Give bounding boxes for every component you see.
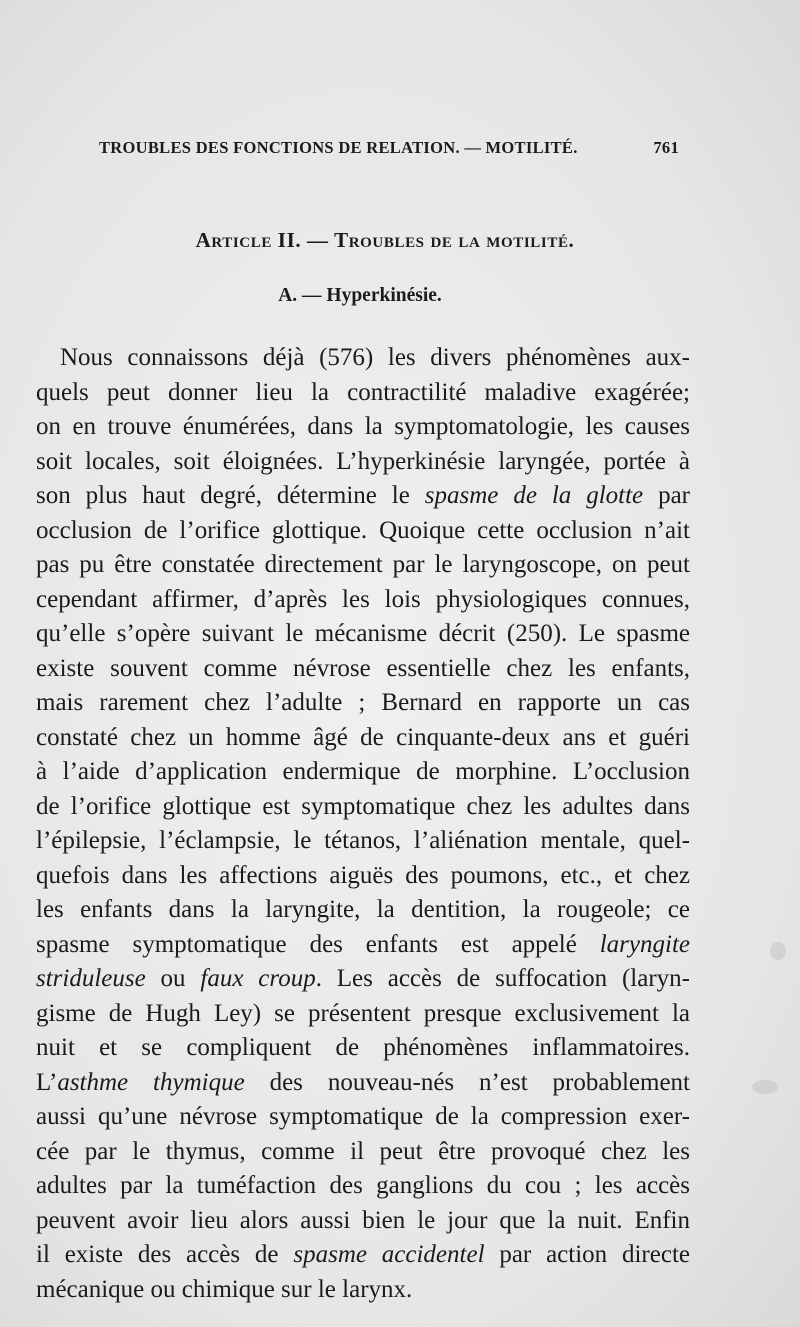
text-line: mécanique ou chimique sur le larynx. [36, 1275, 413, 1303]
text-run: L’ [36, 1068, 58, 1096]
text-line [36, 1066, 690, 1101]
text-run: des nouveau-nés n’est probablement [244, 1068, 691, 1096]
text-line: gisme de Hugh Ley) se présentent presque exclusivement la [36, 999, 690, 1027]
running-header [99, 138, 679, 158]
text-line: les enfants dans la laryngite, la dentition, la rougeole; ce [36, 896, 690, 923]
paper-speck [752, 1080, 778, 1094]
page-number: 761 [653, 138, 679, 157]
text-line: quels peut donner lieu la contractilité maladive exagérée; [36, 378, 690, 406]
text-line: peuvent avoir lieu alors aussi bien le jour que la nuit. Enfin [36, 1206, 690, 1234]
text-line: quefois dans les affections aiguës des poumons, etc., et chez [36, 861, 690, 889]
text-run: ou [145, 965, 201, 992]
text-line: à l’aide d’application endermique de morphine. L’occlusion [36, 758, 690, 785]
text-line [36, 928, 690, 963]
italic-term: faux croup [200, 965, 316, 992]
text-line: occlusion de l’orifice glottique. Quoique cette occlusion n’ait [36, 516, 690, 544]
text-line: Nous connaissons déjà (576) les divers phénomènes aux- [60, 344, 690, 371]
text-run: il existe des accès de [36, 1241, 294, 1268]
text-line: mais rarement chez l’adulte ; Bernard en rapporte un cas [36, 689, 690, 716]
section-heading: A. — Hyperkinésie. [278, 285, 442, 306]
text-line: cependant affirmer, d’après les lois physiologiques connues, [36, 585, 690, 613]
italic-term: striduleuse [36, 965, 146, 992]
text-line [36, 479, 690, 514]
text-run: . Les accès de suffocation (laryn- [315, 965, 690, 992]
text-run: par [643, 482, 691, 509]
text-line: aussi qu’une névrose symptomatique de la compression exer- [36, 1103, 690, 1130]
italic-term: spasme de la glotte [424, 482, 644, 509]
article-heading: Article II. — Troubles de la motilité. [195, 228, 575, 252]
text-line: l’épilepsie, l’éclampsie, le tétanos, l’aliénation mentale, quel- [36, 827, 690, 854]
text-run: par action directe [484, 1241, 690, 1268]
text-line: adultes par la tuméfaction des ganglions du cou ; les accès [36, 1172, 690, 1199]
text-line: de l’orifice glottique est symptomatique chez les adultes dans [36, 792, 690, 820]
text-line: existe souvent comme névrose essentielle chez les enfants, [36, 654, 690, 682]
text-line: on en trouve énumérées, dans la symptomatologie, les causes [36, 413, 690, 440]
text-line: soit locales, soit éloignées. L’hyperkinésie laryngée, portée à [36, 447, 690, 475]
paper-speck [770, 942, 786, 960]
text-line: cée par le thymus, comme il peut être provoqué chez les [36, 1137, 690, 1165]
running-title: TROUBLES DES FONCTIONS DE RELATION. — MOTILITÉ. [99, 138, 578, 157]
italic-term: laryngite [599, 930, 690, 958]
italic-term: asthme thymique [57, 1068, 245, 1096]
text-line [36, 1238, 690, 1273]
text-run: son plus haut degré, détermine le [36, 482, 425, 509]
text-run: spasme symptomatique des enfants est appelé [36, 930, 600, 958]
text-line: qu’elle s’opère suivant le mécanisme décrit (250). Le spasme [36, 620, 690, 647]
text-line: nuit et se compliquent de phénomènes inflammatoires. [36, 1034, 690, 1061]
text-line: pas pu être constatée directement par le laryngoscope, on peut [36, 551, 690, 578]
italic-term: spasme accidentel [293, 1241, 485, 1268]
text-line [36, 962, 690, 997]
text-line: constaté chez un homme âgé de cinquante-deux ans et guéri [36, 723, 690, 751]
body-paragraph [36, 341, 690, 1307]
